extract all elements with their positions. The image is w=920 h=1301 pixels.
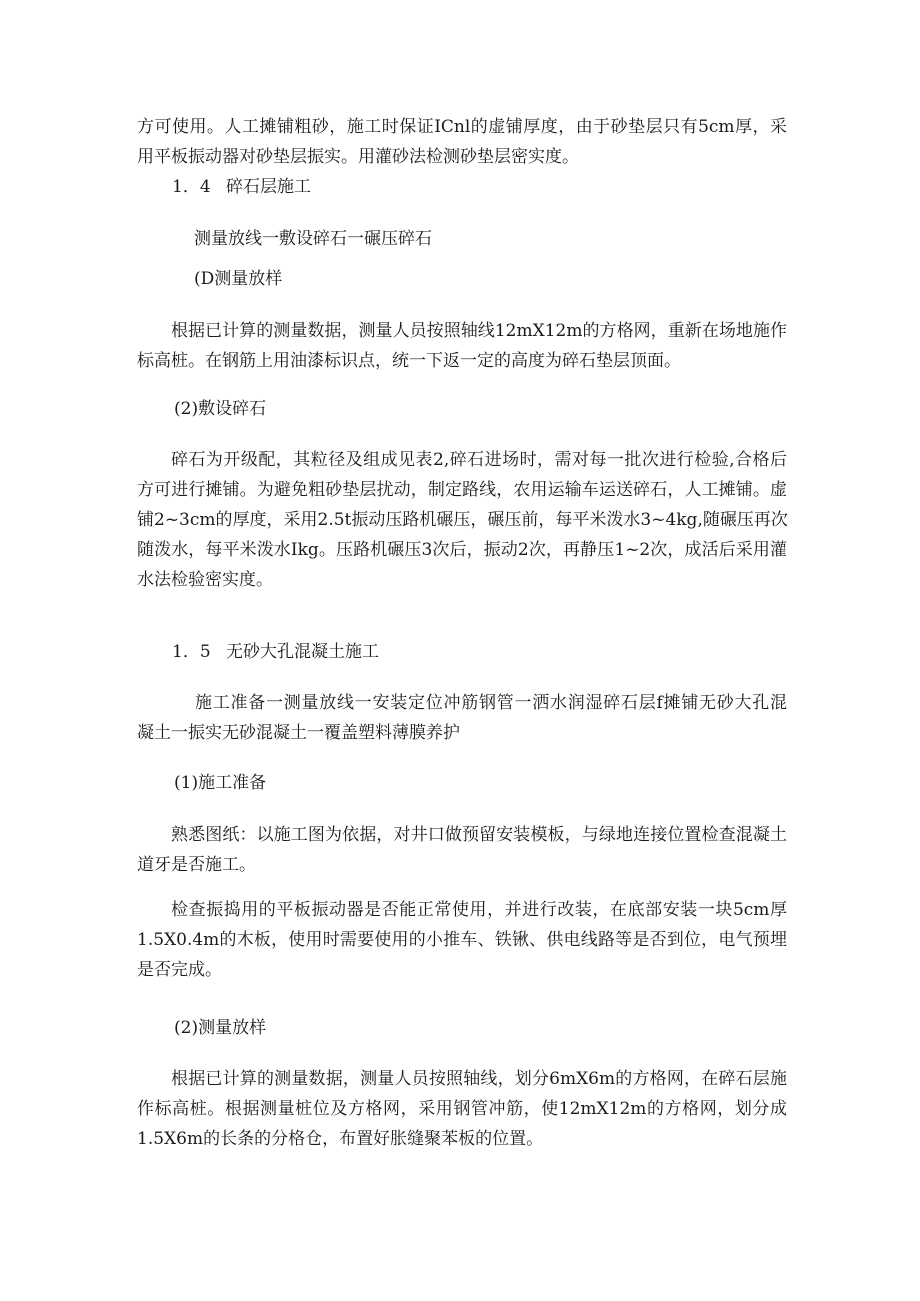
subheading-lay-gravel	[174, 394, 824, 424]
process-flow-concrete	[137, 688, 787, 748]
subheading-preparation	[174, 768, 824, 798]
paragraph-line: 用平板振动器对砂垫层振实。用灌砂法检测砂垫层密实度。	[137, 147, 579, 167]
paragraph-vibrator	[137, 895, 787, 985]
paragraph-line: 铺2~3cm的厚度，采用2.5t振动压路机碾压，碾压前，每平米泼水3~4kg,随碾压再次	[137, 510, 788, 530]
paragraph-line: 标高桩。在钢筋上用油漆标识点，统一下返一定的高度为碎石垫层顶面。	[137, 351, 681, 371]
paragraph-line: 方可使用。人工摊铺粗砂，施工时保证ICnl的虚铺厚度，由于砂垫层只有5cm厚，采	[137, 117, 787, 137]
subheading-text: (D测量放样	[194, 269, 283, 289]
process-flow	[194, 224, 844, 254]
paragraph-line: 方可进行摊铺。为避免粗砂垫层扰动，制定路线，农用运输车运送碎石，人工摊铺。虚	[137, 480, 787, 500]
paragraph-drawings	[137, 820, 787, 880]
paragraph-grid	[137, 1064, 787, 1154]
section-heading-1-5	[172, 637, 822, 667]
paragraph-line: 根据已计算的测量数据，测量人员按照轴线，划分6mX6m的方格网，在碎石层施	[171, 1069, 787, 1089]
paragraph-survey-data	[137, 316, 787, 376]
paragraph-line: 水法检验密实度。	[137, 570, 273, 590]
section-heading-1-4	[172, 172, 822, 202]
paragraph-line: 1.5X6m的长条的分格仓，布置好胀缝聚苯板的位置。	[137, 1129, 544, 1149]
flow-text: 测量放线一敷设碎石一碾压碎石	[194, 229, 432, 249]
paragraph-line: 是否完成。	[137, 960, 222, 980]
paragraph-line: 凝土一振实无砂混凝土一覆盖塑料薄膜养护	[137, 723, 460, 743]
paragraph-gravel	[137, 445, 787, 595]
paragraph-line: 碎石为开级配，其粒径及组成见表2,碎石进场时，需对每一批次进行检验,合格后	[171, 450, 787, 470]
section-title: 碎石层施工	[226, 177, 311, 197]
paragraph-line: 施工准备一测量放线一安装定位冲筋钢管一洒水润湿碎石层f摊铺无砂大孔混	[195, 693, 787, 713]
section-number: 1．5	[172, 642, 211, 662]
section-number: 1．4	[172, 177, 211, 197]
paragraph-line: 作标高桩。根据测量桩位及方格网，采用钢管冲筋，使12mX12m的方格网，划分成	[137, 1099, 787, 1119]
intro-paragraph	[137, 112, 787, 172]
subheading-survey-layout	[194, 264, 844, 294]
paragraph-line: 检查振捣用的平板振动器是否能正常使用，并进行改装，在底部安装一块5cm厚	[171, 900, 787, 920]
paragraph-line: 随泼水，每平米泼水Ikg。压路机碾压3次后，振动2次，再静压1~2次，成活后采用灌	[137, 540, 787, 560]
subheading-text: (2)测量放样	[174, 1018, 267, 1038]
subheading-text: (1)施工准备	[174, 773, 267, 793]
paragraph-line: 根据已计算的测量数据，测量人员按照轴线12mX12m的方格网，重新在场地施作	[171, 321, 787, 341]
subheading-survey-layout-2	[174, 1013, 824, 1043]
paragraph-line: 1.5X0.4m的木板，使用时需要使用的小推车、铁锹、供电线路等是否到位，电气预埋	[137, 930, 787, 950]
subheading-text: (2)敷设碎石	[174, 399, 267, 419]
paragraph-line: 道牙是否施工。	[137, 855, 256, 875]
paragraph-line: 熟悉图纸：以施工图为依据，对井口做预留安装模板，与绿地连接位置检查混凝土	[171, 825, 787, 845]
section-title: 无砂大孔混凝土施工	[226, 642, 379, 662]
